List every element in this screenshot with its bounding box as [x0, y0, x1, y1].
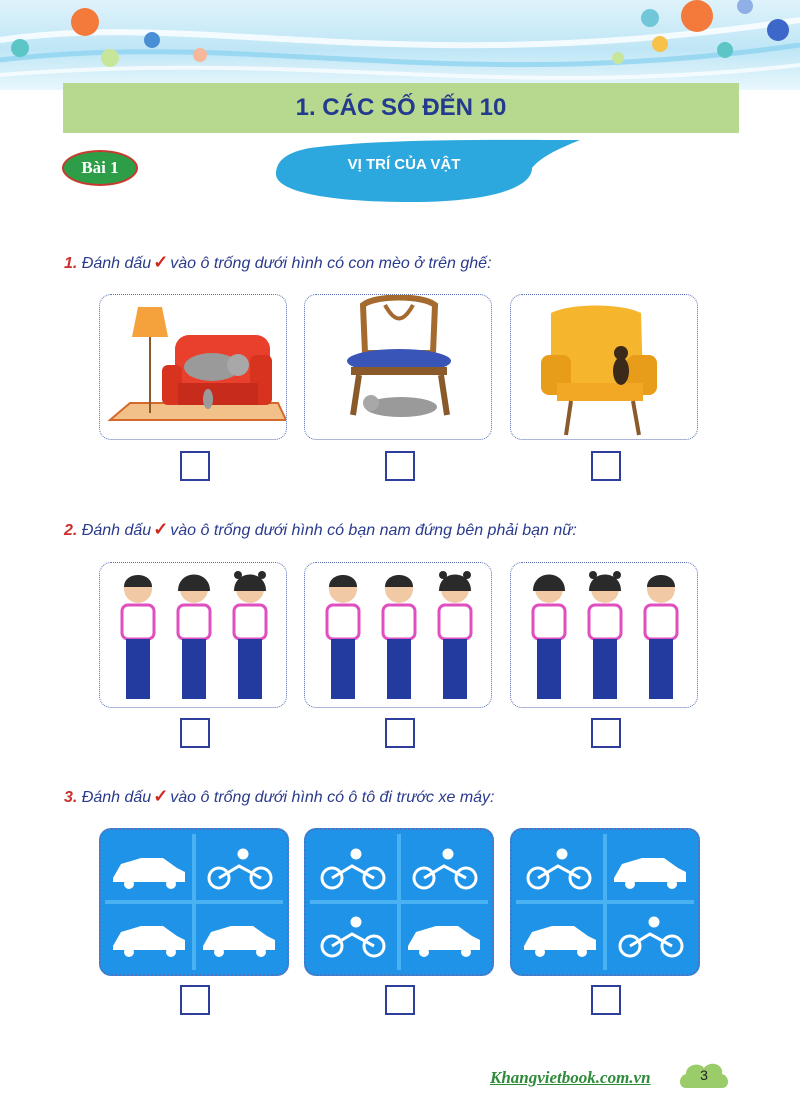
children-group-1-illustration — [100, 563, 287, 708]
question-1-text-before: Đánh dấu — [81, 255, 152, 272]
motorbike-icon — [322, 918, 384, 956]
q3-answer-checkbox-1[interactable] — [180, 985, 210, 1015]
question-1 — [64, 252, 492, 273]
children-group-2-illustration — [305, 563, 492, 708]
lesson-badge — [62, 150, 138, 186]
question-2-number: 2. — [64, 522, 78, 539]
question-2-text-before: Đánh dấu — [81, 522, 152, 539]
cat-chair-illustration — [305, 295, 492, 440]
question-2-text-after: vào ô trống dưới hình có bạn nam đứng bên phải bạn nữ: — [170, 522, 577, 539]
vehicle-grid-1 — [101, 830, 287, 974]
q3-answer-checkbox-3[interactable] — [591, 985, 621, 1015]
question-1-text-after: vào ô trống dưới hình có con mèo ở trên ghế: — [170, 255, 492, 272]
question-3-number: 3. — [64, 789, 78, 806]
cat-sofa-illustration — [100, 295, 287, 440]
q2-card-1 — [99, 562, 287, 708]
topic-title: VỊ TRÍ CỦA VẬT — [347, 156, 461, 173]
page-title: 1. CÁC SỐ ĐẾN 10 — [295, 94, 507, 121]
q3-card-3 — [510, 828, 700, 976]
page-number: 3 — [700, 1067, 708, 1083]
checkmark-icon: ✓ — [153, 519, 169, 539]
car-icon — [203, 926, 275, 957]
car-icon — [113, 926, 185, 957]
car-icon — [524, 926, 596, 957]
motorbike-icon — [528, 850, 590, 888]
q2-card-3 — [510, 562, 698, 708]
car-icon — [614, 858, 686, 889]
q3-card-2 — [304, 828, 494, 976]
q2-answer-checkbox-3[interactable] — [591, 718, 621, 748]
publisher-website: Khangvietbook.com.vn — [490, 1068, 651, 1087]
lesson-badge-label: Bài 1 — [81, 158, 119, 177]
checkmark-icon: ✓ — [153, 786, 169, 806]
banner-decoration — [0, 0, 800, 90]
q1-card-cat-on-sofa — [99, 294, 287, 440]
title-bar — [63, 83, 739, 133]
q1-card-cat-under-chair — [304, 294, 492, 440]
car-icon — [113, 858, 185, 889]
vehicle-grid-2 — [306, 830, 492, 974]
q2-answer-checkbox-1[interactable] — [180, 718, 210, 748]
topic-bubble — [270, 136, 582, 206]
question-2 — [64, 519, 577, 540]
q3-card-1 — [99, 828, 289, 976]
motorbike-icon — [620, 918, 682, 956]
page-number-badge — [676, 1058, 732, 1094]
motorbike-icon — [322, 850, 384, 888]
question-3-text-before: Đánh dấu — [81, 789, 152, 806]
question-1-number: 1. — [64, 255, 78, 272]
car-icon — [408, 926, 480, 957]
cat-armchair-illustration — [511, 295, 698, 440]
q1-answer-checkbox-3[interactable] — [591, 451, 621, 481]
children-group-3-illustration — [511, 563, 698, 708]
q3-answer-checkbox-2[interactable] — [385, 985, 415, 1015]
motorbike-icon — [414, 850, 476, 888]
vehicle-grid-3 — [512, 830, 698, 974]
q1-answer-checkbox-2[interactable] — [385, 451, 415, 481]
q2-card-2 — [304, 562, 492, 708]
top-banner — [0, 0, 800, 90]
q1-answer-checkbox-1[interactable] — [180, 451, 210, 481]
checkmark-icon: ✓ — [153, 252, 169, 272]
question-3 — [64, 786, 495, 807]
question-3-text-after: vào ô trống dưới hình có ô tô đi trước xe máy: — [170, 789, 495, 806]
q2-answer-checkbox-2[interactable] — [385, 718, 415, 748]
motorbike-icon — [209, 850, 271, 888]
q1-card-cat-on-armchair — [510, 294, 698, 440]
